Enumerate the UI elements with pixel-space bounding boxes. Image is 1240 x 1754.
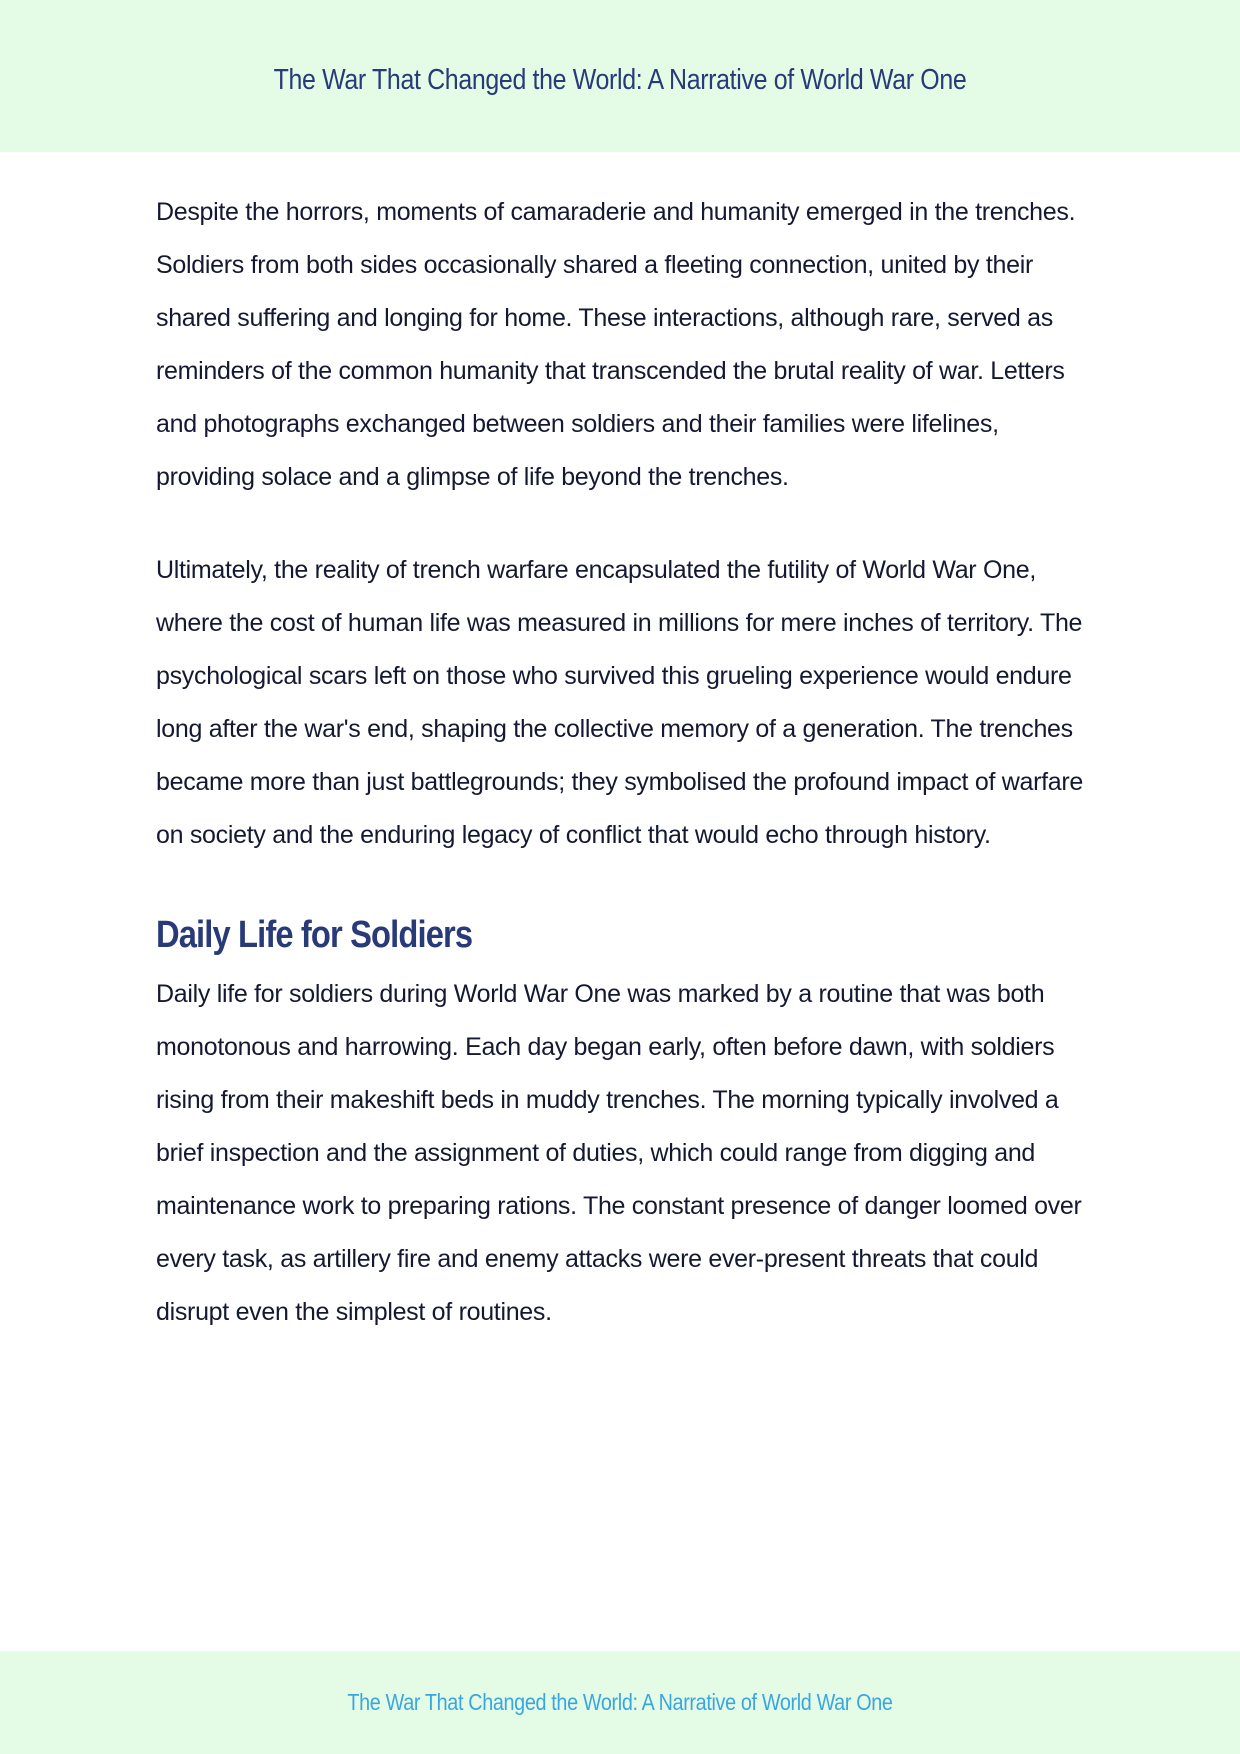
page-header [0,0,1240,152]
document-title: The War That Changed the World: A Narrative of World War One [273,64,967,96]
body-paragraph: Despite the horrors, moments of camaraderie and humanity emerged in the trenches. Soldiers from both sides occasionally shared a fleeting connection, united by their shared suffering and longing for home. These interactions, although rare, served as reminders of the common humanity that transcended the brutal reality of war. Letters and photographs exchanged between soldiers and their families were lifelines, providing solace and a glimpse of life beyond the trenches. [156,198,1076,491]
body-paragraph: Ultimately, the reality of trench warfare encapsulated the futility of World War One, where the cost of human life was measured in millions for mere inches of territory. The psychological scars left on those who survived this grueling experience would endure long after the war's end, shaping the collective memory of a generation. The trenches became more than just battlegrounds; they symbolised the profound impact of warfare on society and the enduring legacy of conflict that would echo through history. [156,556,1084,849]
section-paragraph: Daily life for soldiers during World War One was marked by a routine that was both monotonous and harrowing. Each day began early, often before dawn, with soldiers rising from their makeshift beds in muddy trenches. The morning typically involved a brief inspection and the assignment of duties, which could range from digging and maintenance work to preparing rations. The constant presence of danger loomed over every task, as artillery fire and enemy attacks were ever-present threats that could disrupt even the simplest of routines. [156,980,1082,1326]
page-footer [0,1651,1240,1754]
document-body [156,186,1096,1339]
section-heading: Daily Life for Soldiers [156,914,473,956]
footer-title: The War That Changed the World: A Narrative of World War One [347,1689,893,1715]
